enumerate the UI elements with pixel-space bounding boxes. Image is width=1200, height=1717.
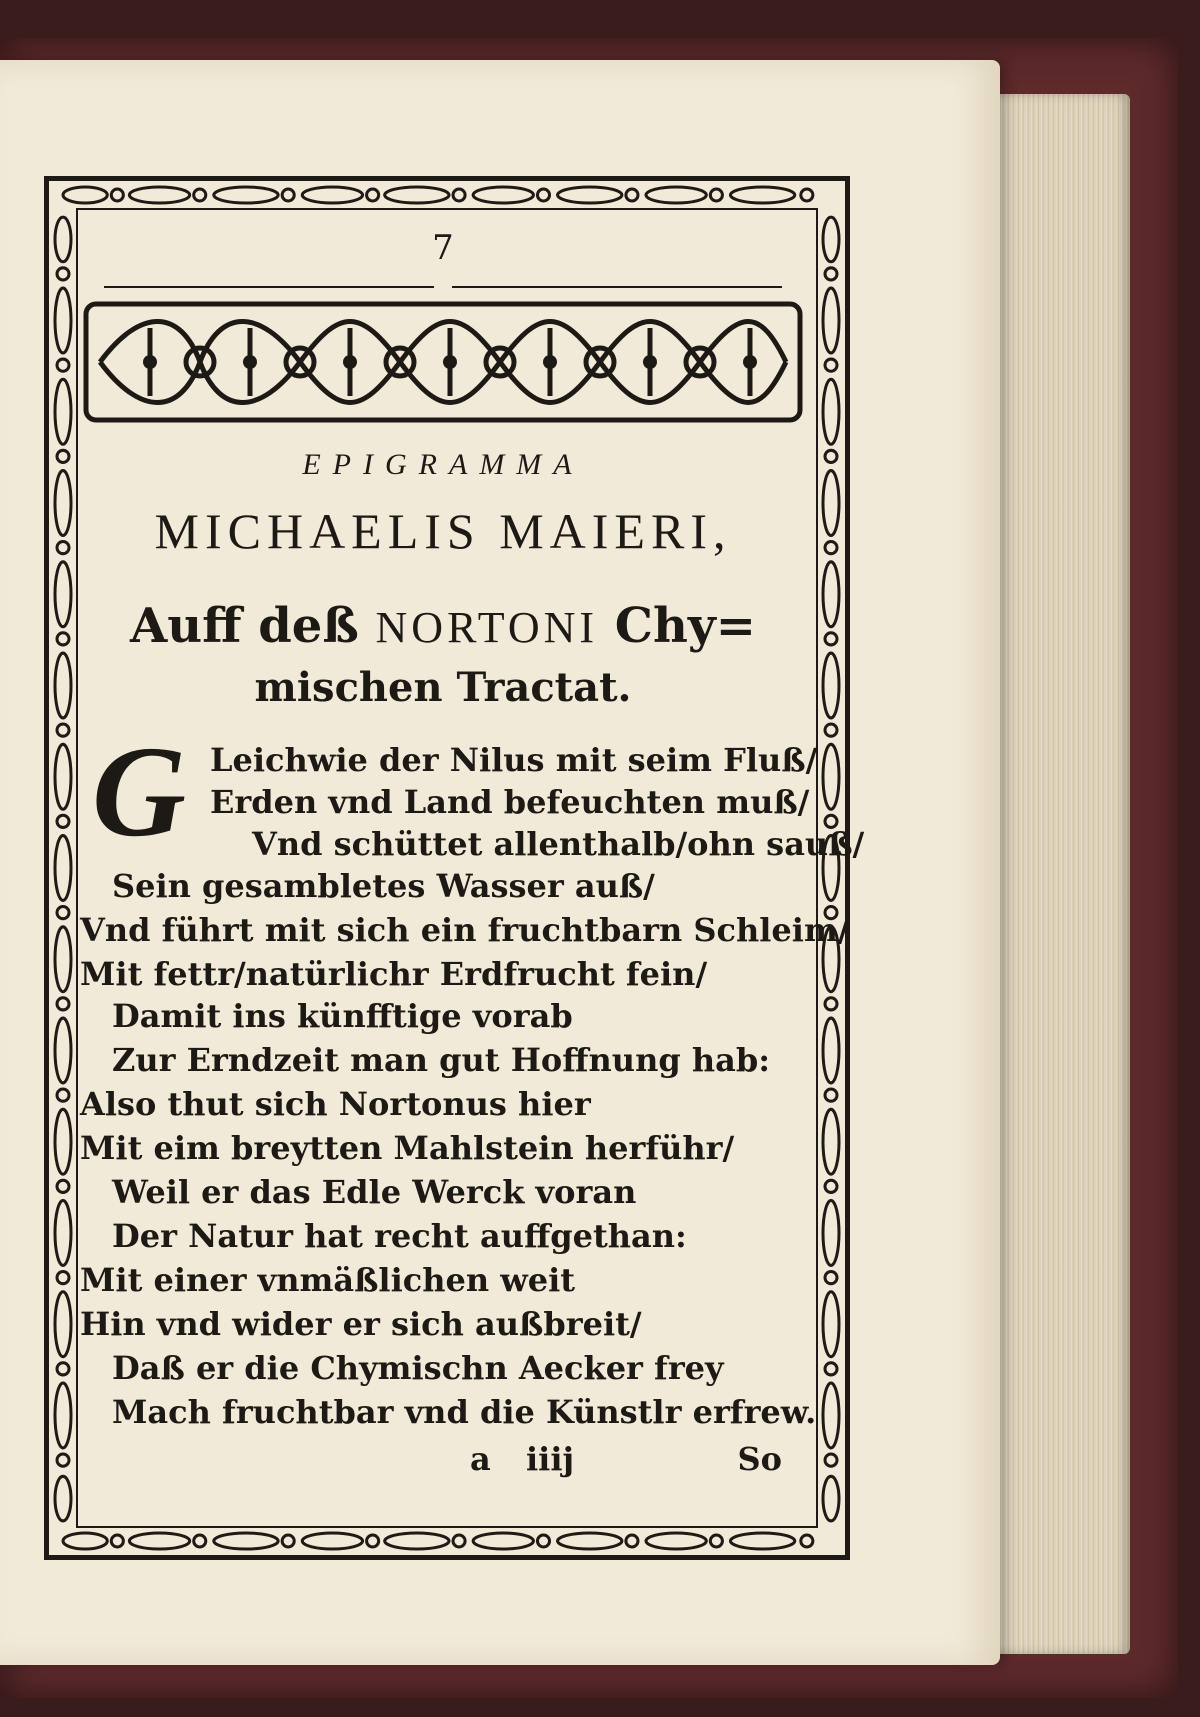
heading-epigramma: EPIGRAMMA [302,448,584,481]
catchword: So [737,1440,782,1478]
poem-line: Mit fettr/natürlichr Erdfrucht fein/ [80,955,708,993]
poem-line: Der Natur hat recht auffgethan: [112,1217,687,1255]
title-line-1 [80,598,806,654]
poem-line: Erden vnd Land befeuchten muß/ [210,783,810,821]
signature-mark: a [470,1440,491,1478]
title-caps: NORTONI [375,603,599,652]
poem-line: Zur Erndzeit man gut Hoffnung hab: [112,1041,771,1079]
title-suffix: Chy= [614,598,757,654]
poem-line: Weil er das Edle Werck voran [112,1173,637,1211]
poem-line: Vnd schüttet allenthalb/ohn sauß/ [252,825,865,863]
border-band-right [819,209,843,1527]
poem-line: Leichwie der Nilus mit seim Fluß/ [210,741,818,779]
page-number: 7 [432,228,454,268]
decorated-initial: G [92,720,186,864]
headpiece-ornament [80,298,806,426]
poem-line: Mach fruchtbar vnd die Künstlr erfrew. [112,1393,817,1431]
header-rule-right [452,286,782,288]
poem-line: Mit eim breytten Mahlstein herführ/ [80,1129,735,1167]
header-rule-left [104,286,434,288]
poem-line: Damit ins künfftige vorab [112,997,573,1035]
border-band-top [55,183,839,207]
signature-number: iiij [526,1440,575,1478]
border-band-left [51,209,75,1527]
poem-line: Daß er die Chymischn Aecker frey [112,1349,724,1387]
poem-line: Also thut sich Nortonus hier [80,1085,591,1123]
poem-line: Vnd führt mit sich ein fruchtbarn Schleim/ [80,911,850,949]
poem-line: Sein gesambletes Wasser auß/ [112,867,655,905]
page-edges [980,94,1130,1654]
heading-author: MICHAELIS MAIERI, [154,503,732,559]
title-prefix: Auff deß [129,598,359,654]
page-footer [80,1440,806,1480]
border-band-bottom [55,1529,839,1553]
poem-line: Hin vnd wider er sich außbreit/ [80,1305,642,1343]
title-line-2: mischen Tractat. [254,664,632,711]
page-content [80,212,865,1522]
poem-line: Mit einer vnmäßlichen weit [80,1261,576,1299]
